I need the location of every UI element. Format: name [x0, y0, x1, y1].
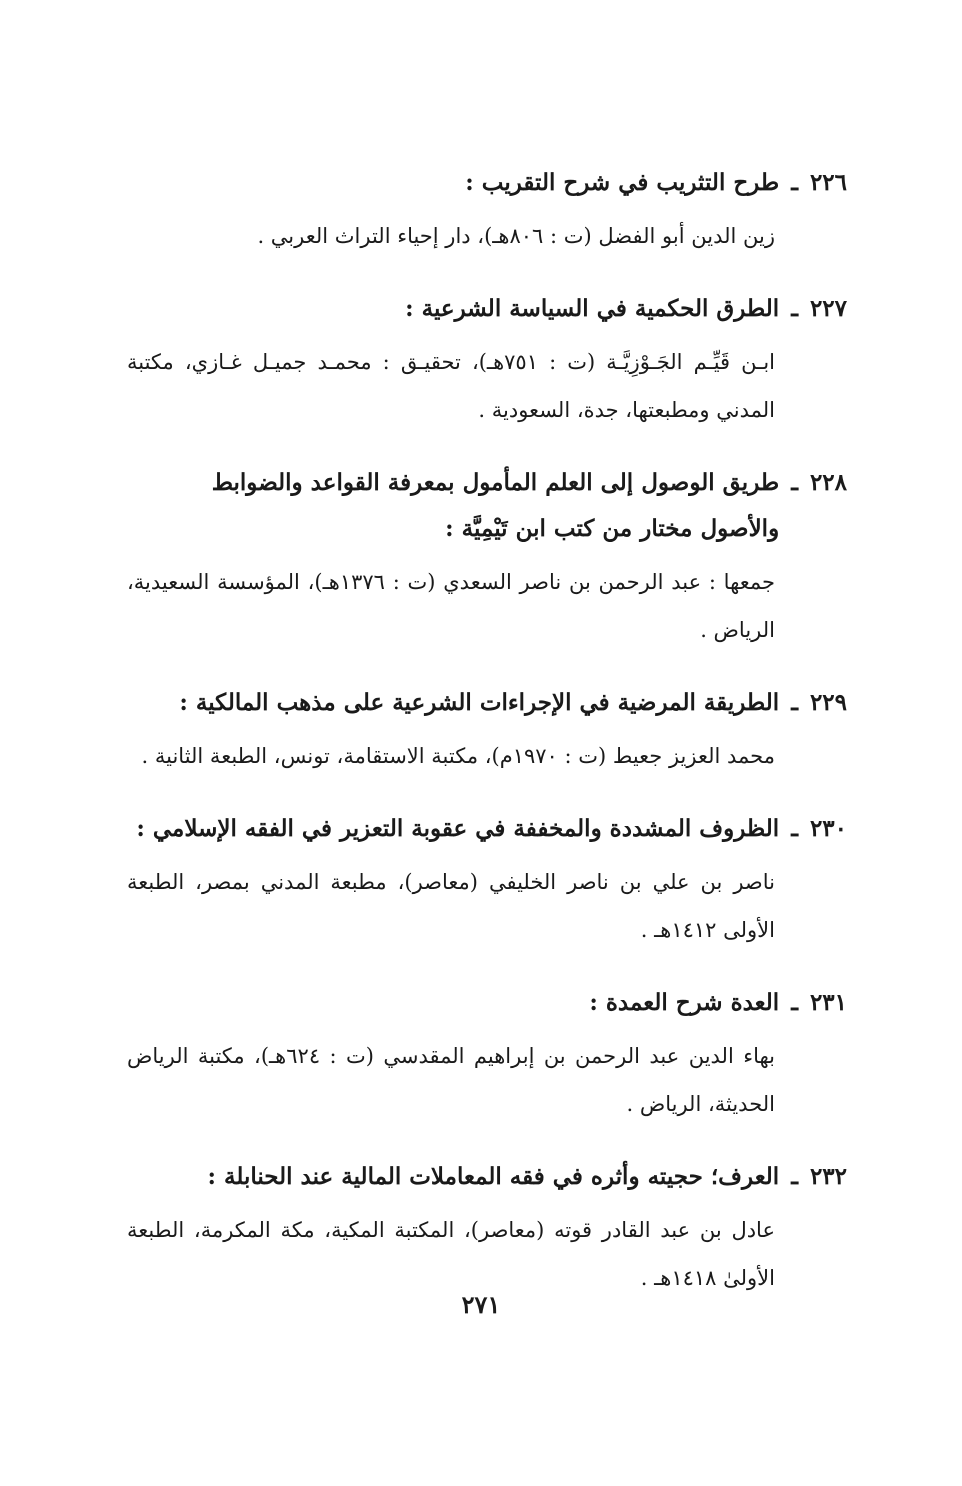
- entry-heading: [127, 806, 847, 852]
- entry-heading: [127, 286, 847, 332]
- entry-heading: [127, 1154, 847, 1200]
- entry-heading: [127, 460, 847, 552]
- entry-title: الطرق الحكمية في السياسة الشرعية :: [405, 295, 780, 322]
- entry-title: العرف؛ حجيته وأثره في فقه المعاملات المالية عند الحنابلة :: [207, 1163, 780, 1190]
- bibliography-entry-228: [127, 460, 847, 654]
- entry-dash: ـ: [791, 469, 798, 496]
- entry-dash: ـ: [791, 689, 798, 716]
- entry-details: ابـن قَيِّـم الجَـوْزِيَّـة (ت : ٧٥١هـ)، تحقيـق : محمـد جميـل غـازي، مكتبة المدني ومطبعتها، جدة، السعودية .: [127, 350, 776, 422]
- entry-details: ناصر بن علي بن ناصر الخليفي (معاصر)، مطبعة المدني بمصر، الطبعة الأولى ١٤١٢هـ .: [127, 870, 775, 942]
- entry-dash: ـ: [791, 989, 798, 1016]
- entry-title: طرح التثريب في شرح التقريب :: [465, 169, 780, 196]
- entry-number: ٢٢٨: [809, 469, 847, 496]
- entry-dash: ـ: [791, 1163, 798, 1190]
- entry-title: الظروف المشددة والمخففة في عقوبة التعزير في الفقه الإسلامي :: [136, 815, 780, 842]
- entry-details: محمد العزيز جعيط (ت : ١٩٧٠م)، مكتبة الاستقامة، تونس، الطبعة الثانية .: [141, 744, 775, 768]
- entry-number: ٢٣٢: [809, 1163, 847, 1190]
- bibliography-entry-226: [127, 160, 847, 260]
- entry-number: ٢٢٩: [809, 689, 847, 716]
- bibliography-entry-229: [127, 680, 847, 780]
- entry-details: جمعها : عبد الرحمن بن ناصر السعدي (ت : ١٣٧٦هـ)، المؤسسة السعيدية، الرياض .: [127, 570, 775, 642]
- entry-number: ٢٢٧: [809, 295, 847, 322]
- bibliography-page: [127, 160, 847, 1328]
- entry-title: العدة شرح العمدة :: [589, 989, 780, 1016]
- entry-heading: [127, 160, 847, 206]
- entry-title: الطريقة المرضية في الإجراءات الشرعية على مذهب المالكية :: [179, 689, 780, 716]
- entry-dash: ـ: [791, 169, 798, 196]
- entry-details: زين الدين أبو الفضل (ت : ٨٠٦هـ)، دار إحياء التراث العربي .: [257, 224, 775, 248]
- bibliography-entry-227: [127, 286, 847, 434]
- entry-details: عادل بن عبد القادر قوته (معاصر)، المكتبة المكية، مكة المكرمة، الطبعة الأولىٰ ١٤١٨هـ .: [127, 1218, 775, 1290]
- entry-number: ٢٣٠: [809, 815, 847, 842]
- entry-dash: ـ: [791, 295, 798, 322]
- entry-number: ٢٣١: [809, 989, 847, 1016]
- entry-number: ٢٢٦: [809, 169, 847, 196]
- bibliography-entry-230: [127, 806, 847, 954]
- entry-heading: [127, 680, 847, 726]
- page-number: ٢٧١: [461, 1290, 501, 1319]
- entry-dash: ـ: [791, 815, 798, 842]
- entry-heading: [127, 980, 847, 1026]
- bibliography-entry-232: [127, 1154, 847, 1302]
- entry-details: بهاء الدين عبد الرحمن بن إبراهيم المقدسي (ت : ٦٢٤هـ)، مكتبة الرياض الحديثة، الرياض .: [127, 1044, 775, 1116]
- bibliography-entry-231: [127, 980, 847, 1128]
- entry-title: طريق الوصول إلى العلم المأمول بمعرفة القواعد والضوابط والأصول مختار من كتب ابن تَيْمِيَّة :: [211, 469, 780, 542]
